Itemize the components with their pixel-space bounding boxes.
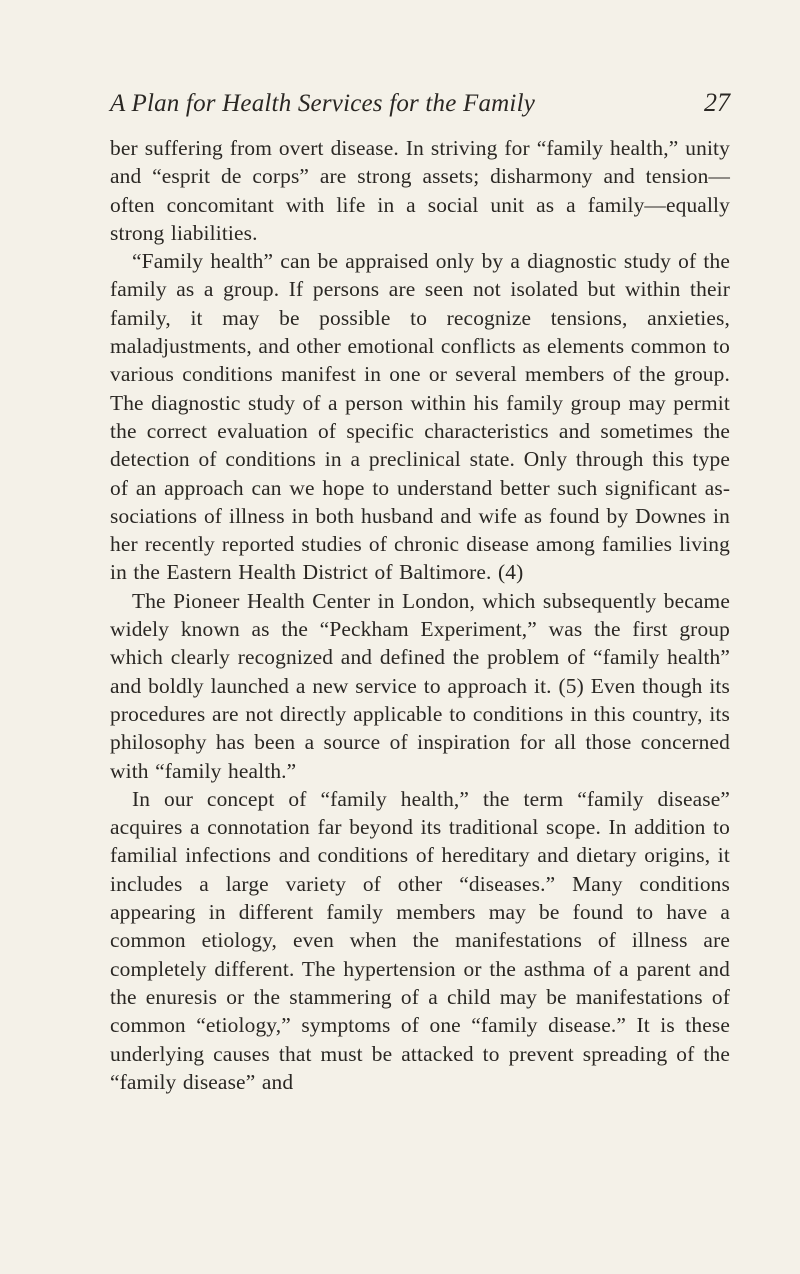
paragraph-pioneer-health-center: The Pioneer Health Center in London, which subsequently became widely known as the “Peckham Experiment,” was the first group which clearly recognized and defined the problem of “family health” and boldly launched a new service to approach it. (5) Even though its procedures are not directly applicable to conditions in this country, its philosophy has been a source of inspiration for all those concerned with “family health.” xyxy=(110,588,730,783)
body-text xyxy=(110,134,730,1096)
running-head xyxy=(110,88,730,130)
running-title: A Plan for Health Services for the Family xyxy=(110,90,536,117)
paragraph-family-disease-concept: In our concept of “family health,” the term “family disease” acquires a connotation far beyond its traditional scope. In addition to familial infections and conditions of hereditary and dietary origins, it includes a large variety of other “diseases.” Many conditions appearing in different family members may be found to have a common etiology, even when the manifestations of illness are completely different. The hypertension or the asthma of a parent and the enuresis or the stammering of a child may be manifestations of common “etiology,” symptoms of one “family disease.” It is these underlying causes that must be attacked to prevent spreading of the “family disease” and xyxy=(110,786,730,1094)
page-number: 27 xyxy=(704,88,730,117)
paragraph-family-health-appraisal: “Family health” can be appraised only by a diagnostic study of the family as a group. If persons are seen not isolated but within their family, it may be possible to recognize tensions, anxieties, maladjustments, and other emotional conflicts as elements common to various conditions manifest in one or several members of the group. The diagnostic study of a person within his family group may permit the correct evaluation of specific characteristics and sometimes the detection of conditions in a preclinical state. Only through this type of an approach can we hope to understand better such significant associations of illness in both husband and wife as found by Downes in her recently reported studies of chronic disease among families living in the Eastern Health District of Baltimore. (4) xyxy=(110,249,730,585)
paragraph-continued: ber suffering from overt disease. In striving for “family health,” unity and “esprit de corps” are strong assets; disharmony and tension—often concomitant with life in a social unit as a family—equally strong liabilities. xyxy=(110,136,730,245)
book-page xyxy=(110,88,730,1096)
